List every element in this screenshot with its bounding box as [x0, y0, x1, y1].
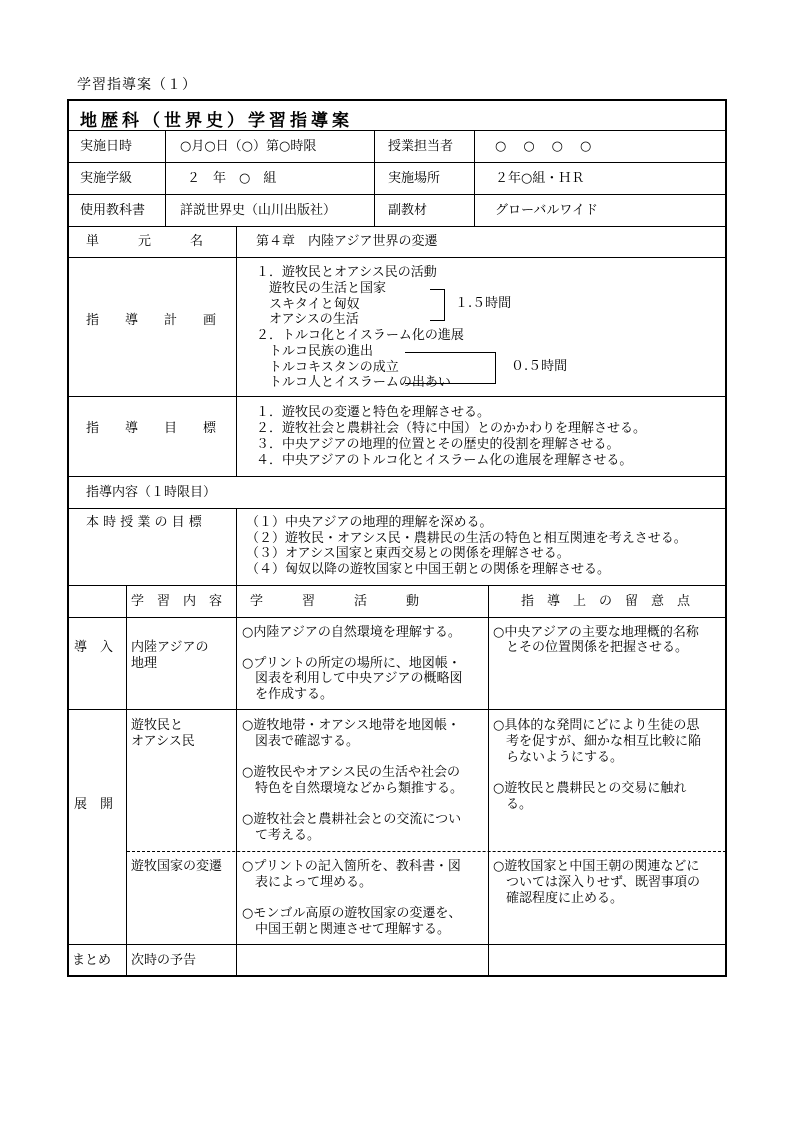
content-label: 指導内容（１時限目）: [86, 485, 217, 500]
rule: [374, 130, 375, 226]
dev-notes: 考を促すが、細かな相互比較に陥: [493, 734, 702, 749]
phase-development: 展 開: [74, 797, 114, 812]
rule: [68, 396, 726, 397]
rule: [126, 585, 127, 976]
dev-notes-2: ○遊牧国家と中国王朝の関連などに: [493, 859, 700, 874]
rule: [236, 585, 237, 976]
goal-line: １．遊牧民の変遷と特色を理解させる。: [256, 405, 491, 420]
rule: [68, 257, 726, 258]
rule: [236, 226, 237, 476]
dev-notes: ○遊牧民と農耕民との交易に触れ: [493, 781, 687, 796]
document-title: 地歴科（世界史）学習指導案: [80, 111, 353, 131]
goal-line: ２．遊牧社会と農耕社会（特に中国）とのかかわりを理解させる。: [256, 421, 647, 436]
plan-line: 遊牧民の生活と国家: [256, 281, 387, 296]
plan-line: トルコ民族の進出: [256, 344, 374, 359]
plan-line: スキタイと匈奴: [256, 297, 360, 312]
intro-activity: 図表を利用して中央アジアの概略図: [242, 671, 463, 686]
class-value: ２ 年 ○ 組: [187, 171, 277, 186]
intro-notes: ○中央アジアの主要な地理概的名称: [493, 625, 699, 640]
date-label: 実施日時: [80, 139, 133, 154]
objective-line: （３）オアシス国家と東西交易との関係を理解させる。: [246, 546, 570, 561]
teacher-label: 授業担当者: [388, 139, 454, 154]
intro-notes: とその位置関係を把握させる。: [493, 640, 689, 655]
dev-activity-2: 表によって埋める。: [242, 875, 373, 890]
plan-hours-1: １.５時間: [455, 296, 512, 311]
header-content: 学 習 内 容: [131, 594, 223, 609]
dev-activity-2: ○プリントの記入箇所を、教科書・図: [242, 859, 461, 874]
header-activity: 学 習 活 動: [250, 594, 420, 609]
date-value: ○月○日（○）第○時限: [180, 139, 317, 154]
rule: [165, 130, 166, 226]
sub-material-value: グローバルワイド: [495, 203, 598, 218]
intro-content: 内陸アジアの: [131, 640, 209, 655]
rule: [68, 944, 726, 945]
dev-activity: 図表で確認する。: [242, 734, 360, 749]
dev-activity-2: 中国王朝と関連させて理解する。: [242, 922, 451, 937]
dev-notes-2: ついては深入りせず、既習事項の: [493, 875, 700, 890]
rule: [68, 585, 726, 586]
dev-notes: らないようにする。: [493, 750, 624, 765]
dev-content-2: 遊牧国家の変遷: [131, 859, 223, 874]
class-label: 実施学級: [80, 171, 133, 186]
goals-label: 指 導 目 標: [86, 421, 217, 436]
dev-activity: ○遊牧社会と農耕社会との交流につい: [242, 812, 462, 827]
plan-label: 指 導 計 画: [86, 313, 217, 328]
phase-intro: 導 入: [74, 640, 114, 655]
unit-value: 第４章 内陸アジア世界の変遷: [256, 234, 438, 249]
dev-notes-2: 確認程度に止める。: [493, 891, 624, 906]
rule: [488, 585, 489, 976]
plan-line: トルコ人とイスラームの出あい: [256, 375, 451, 390]
rule: [68, 709, 726, 710]
plan-line: トルコキスタンの成立: [256, 360, 399, 375]
textbook-label: 使用教科書: [80, 203, 146, 218]
objectives-label: 本 時 授 業 の 目 標: [86, 515, 202, 530]
objective-line: （１）中央アジアの地理的理解を深める。: [246, 515, 493, 530]
plan-line: ２．トルコ化とイスラーム化の進展: [256, 328, 464, 343]
dev-notes: る。: [493, 797, 533, 812]
document-heading: 学習指導案（１）: [77, 77, 197, 93]
header-notes: 指 導 上 の 留 意 点: [521, 594, 691, 609]
dev-content: 遊牧民と: [131, 718, 184, 733]
rule: [236, 508, 237, 585]
unit-label: 単 元 名: [86, 234, 204, 249]
summary-content: 次時の予告: [131, 953, 197, 968]
rule: [68, 617, 726, 618]
intro-activity: ○内陸アジアの自然環境を理解する。: [242, 625, 461, 640]
rule: [68, 508, 726, 509]
place-value: ２年○組・ＨＲ: [495, 171, 585, 186]
phase-summary: まとめ: [72, 953, 112, 968]
dev-activity-2: ○モンゴル高原の遊牧国家の変遷を、: [242, 906, 462, 921]
rule: [68, 476, 726, 477]
place-label: 実施場所: [388, 171, 441, 186]
textbook-value: 詳説世界史（山川出版社）: [180, 203, 337, 218]
bracket: [430, 289, 445, 321]
objective-line: （４）匈奴以降の遊牧国家と中国王朝との関係を理解させる。: [246, 562, 611, 577]
rule: [474, 130, 475, 226]
dev-activity: ○遊牧地帯・オアシス地帯を地図帳・: [242, 718, 461, 733]
dev-activity: 特色を自然環境などから類推する。: [242, 781, 464, 796]
objective-line: （２）遊牧民・オアシス民・農耕民の生活の特色と相互関連を考えさせる。: [246, 531, 687, 546]
rule: [68, 194, 726, 195]
intro-activity: を作成する。: [242, 687, 334, 702]
dev-activity: て考える。: [242, 828, 321, 843]
plan-hours-2: ０.５時間: [511, 359, 568, 374]
plan-line: １．遊牧民とオアシス民の活動: [256, 265, 437, 280]
dev-notes: ○具体的な発問にどにより生徒の思: [493, 718, 700, 733]
dev-activity: ○遊牧民やオアシス民の生活や社会の: [242, 765, 461, 780]
dev-content: オアシス民: [131, 734, 195, 749]
rule: [68, 162, 726, 163]
plan-line: オアシスの生活: [256, 312, 359, 327]
goal-line: ４．中央アジアのトルコ化とイスラーム化の進展を理解させる。: [256, 453, 633, 468]
intro-activity: ○プリントの所定の場所に、地図帳・: [242, 656, 461, 671]
dashed-rule: [127, 851, 726, 852]
sub-material-label: 副教材: [388, 203, 428, 218]
bracket: [405, 352, 496, 384]
rule: [68, 226, 726, 227]
teacher-value: ○ ○ ○ ○: [495, 139, 594, 154]
goal-line: ３．中央アジアの地理的位置とその歴史的役割を理解させる。: [256, 437, 620, 452]
intro-content: 地理: [131, 656, 158, 671]
